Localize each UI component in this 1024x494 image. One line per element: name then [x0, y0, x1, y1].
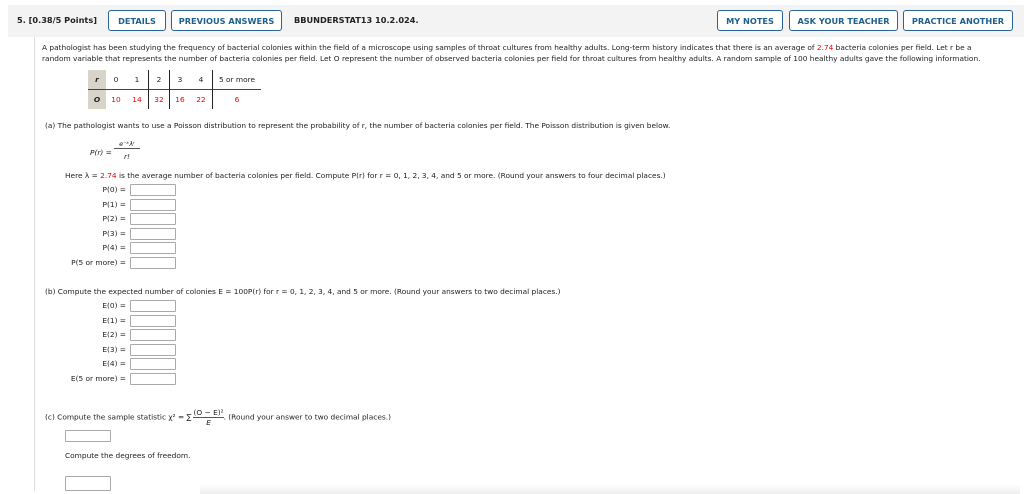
- expected-input[interactable]: [130, 315, 176, 327]
- cell: 6: [234, 95, 240, 104]
- expected-label: E(4) =: [102, 359, 126, 368]
- ask-teacher-button[interactable]: ASK YOUR TEACHER: [789, 10, 898, 31]
- part-a-instructions: [65, 171, 666, 180]
- chi-square-input[interactable]: [65, 430, 111, 442]
- cell: 32: [149, 90, 170, 110]
- intro-text: [42, 42, 1017, 64]
- probability-label: P(0) =: [102, 185, 126, 194]
- probability-input[interactable]: [130, 184, 176, 196]
- cell: 0: [113, 75, 119, 84]
- probability-input[interactable]: [130, 199, 176, 211]
- probability-input[interactable]: [130, 228, 176, 240]
- data-table: [88, 70, 261, 109]
- question-code: BBUNDERSTAT13 10.2.024.: [294, 15, 419, 25]
- details-button[interactable]: DETAILS: [108, 10, 166, 31]
- text: . (Round your answer to two decimal places.): [223, 412, 391, 422]
- cell: 4: [190, 70, 213, 90]
- previous-answers-button[interactable]: PREVIOUS ANSWERS: [171, 10, 282, 31]
- my-notes-button[interactable]: MY NOTES: [717, 10, 783, 31]
- probability-input[interactable]: [130, 257, 176, 269]
- content-border: [34, 37, 35, 491]
- expected-input[interactable]: [130, 300, 176, 312]
- o-header: O: [88, 90, 106, 110]
- cell: 2: [149, 70, 170, 90]
- lambda-value: 2.74: [100, 171, 117, 180]
- text: is the average number of bacteria colonies per field. Compute P(r) for r = 0, 1, 2, 3, 4, and 5 or more. (Round your answers to four decimal places.): [116, 171, 666, 180]
- expected-input[interactable]: [130, 329, 176, 341]
- expected-label: E(3) =: [102, 344, 126, 354]
- cell: 22: [190, 90, 213, 110]
- cell: 1: [126, 70, 149, 90]
- points: [0.38/5 Points]: [28, 15, 97, 25]
- cell: 3: [177, 75, 183, 84]
- page-fade: [200, 484, 1020, 494]
- intro-part: A pathologist has been studying the frequency of bacterial colonies within the field of a microscope using samples of throat cultures from healthy adults. Long-term history indicates that there is an average of: [42, 43, 817, 52]
- part-a-text: (a) The pathologist wants to use a Poisson distribution to represent the probability of r, the number of bacteria colonies per field. The Poisson distribution is given below.: [45, 121, 671, 130]
- formula-lhs: P(r) =: [90, 148, 112, 157]
- probability-input[interactable]: [130, 242, 176, 254]
- lambda-value: 2.74: [816, 43, 834, 52]
- probability-label: P(2) =: [102, 214, 126, 223]
- expected-label: E(2) =: [102, 330, 126, 339]
- intro-part: random variable that represents the number of bacteria colonies per field. Let O represent the number of observed bacteria colonies per field for throat cultures from healthy adults. A random sample of 100 healthy adults gave the following information.: [42, 54, 981, 63]
- text: (c) Compute the sample statistic χ² = ∑: [45, 412, 192, 422]
- intro-part: bacteria colonies per field. Let r be a: [833, 43, 972, 52]
- probability-label: P(4) =: [102, 243, 126, 252]
- cell: 14: [126, 90, 149, 110]
- part-b-text: (b) Compute the expected number of colonies E = 100P(r) for r = 0, 1, 2, 3, 4, and 5 or more. (Round your answers to two decimal places.): [45, 287, 561, 296]
- probability-label: P(3) =: [102, 228, 126, 238]
- practice-another-button[interactable]: PRACTICE ANOTHER: [903, 10, 1013, 31]
- expected-label: E(1) =: [102, 315, 126, 325]
- fraction-numerator: (O − E)²: [193, 408, 224, 417]
- expected-label: E(0) =: [102, 301, 126, 310]
- probability-label: P(5 or more) =: [71, 257, 126, 267]
- cell: 5 or more: [218, 75, 256, 84]
- r-header: r: [88, 70, 106, 90]
- expected-label: E(5 or more) =: [70, 373, 126, 383]
- expected-input[interactable]: [130, 344, 176, 356]
- formula-denominator: r!: [123, 152, 130, 161]
- formula-numerator: e⁻ᵏλʳ: [114, 140, 140, 149]
- question-number: 5.: [17, 15, 26, 25]
- text: Here λ =: [65, 171, 101, 180]
- expected-input[interactable]: [130, 373, 176, 385]
- probability-input[interactable]: [130, 213, 176, 225]
- probability-label: P(1) =: [102, 199, 126, 209]
- expected-input[interactable]: [130, 358, 176, 370]
- fraction-denominator: E: [206, 418, 211, 427]
- dof-input[interactable]: [65, 476, 111, 491]
- dof-text: Compute the degrees of freedom.: [65, 451, 191, 460]
- part-c-text: [45, 408, 391, 427]
- cell: 10: [111, 95, 121, 104]
- cell: 16: [175, 95, 185, 104]
